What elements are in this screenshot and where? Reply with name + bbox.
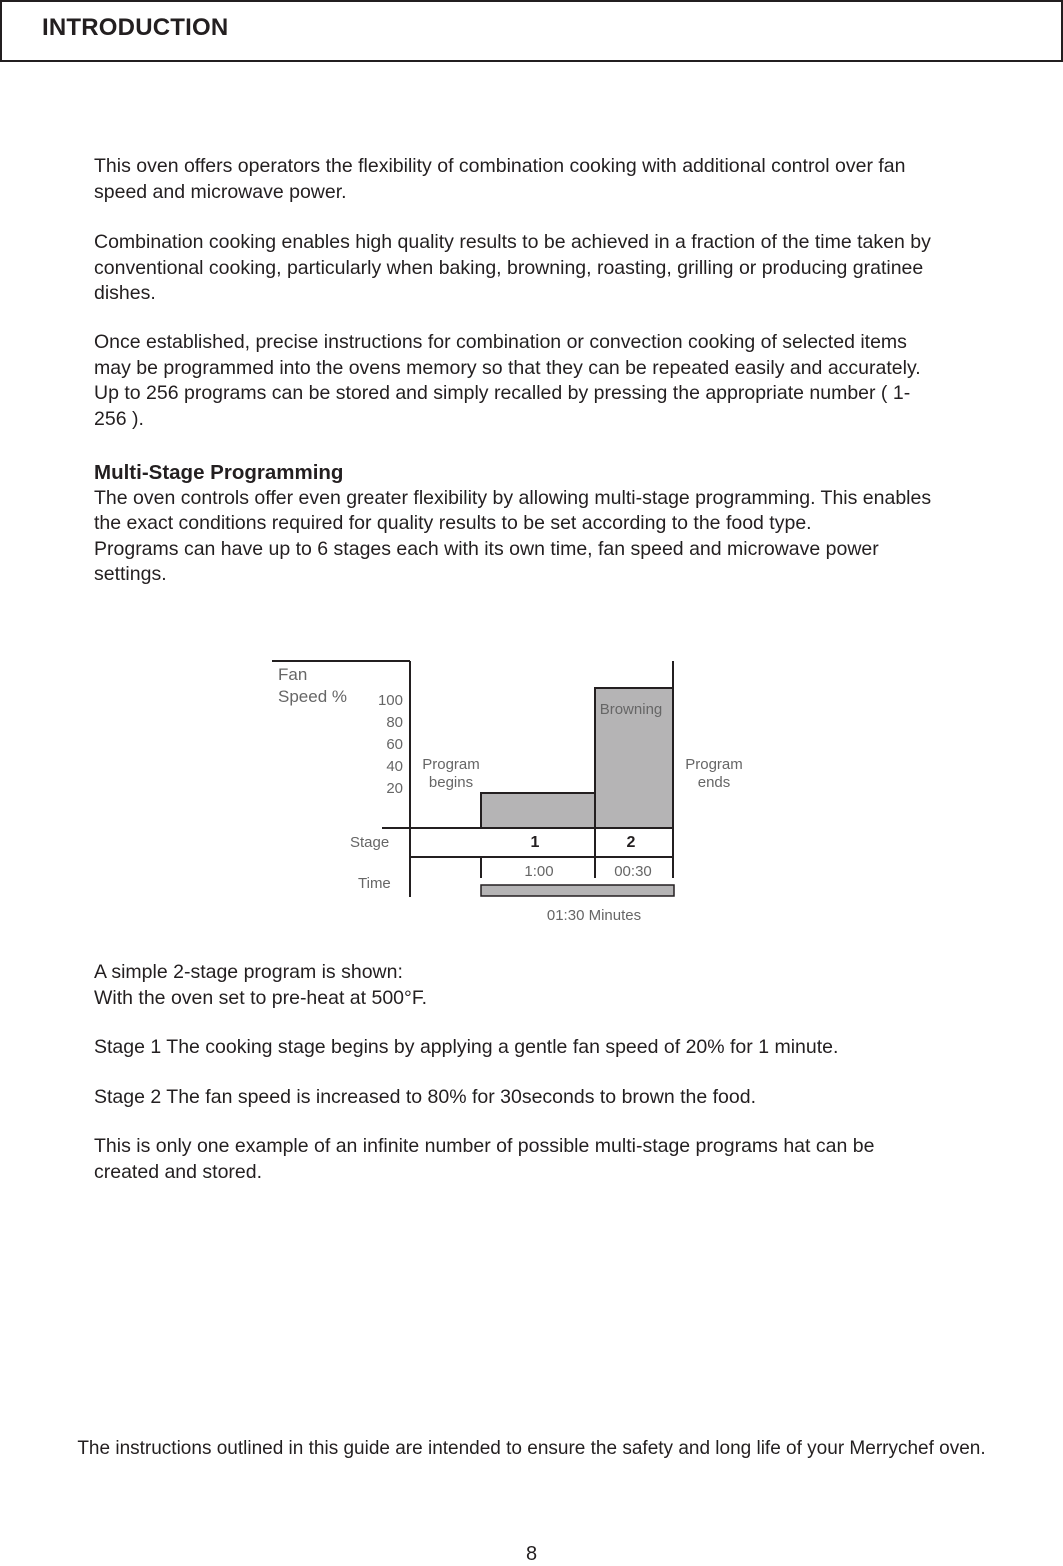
example-stage-2 bbox=[94, 1085, 944, 1111]
example-closing bbox=[94, 1134, 944, 1185]
paragraph-text: Combination cooking enables high quality results to be achieved in a fraction of the time taken by conventional cooking, particularly when baking, browning, roasting, grilling or producing gratinee dishes. bbox=[94, 231, 931, 304]
stage-2-text: Stage 2 The fan speed is increased to 80% for 30seconds to brown the food. bbox=[94, 1086, 756, 1108]
program-begins-label-line1: Program bbox=[422, 756, 480, 773]
stage-label: Stage bbox=[350, 834, 390, 851]
program-ends-label-line2: ends bbox=[697, 774, 731, 791]
y-tick-label: 80 bbox=[386, 714, 403, 731]
example-intro bbox=[94, 960, 944, 1011]
y-tick-label: 100 bbox=[377, 692, 403, 709]
stage-number-label: 2 bbox=[626, 834, 636, 851]
closing-text: This is only one example of an infinite number of possible multi-stage programs hat can be created and stored. bbox=[94, 1135, 875, 1183]
fan-speed-chart-svg bbox=[260, 650, 780, 940]
multistage-paragraph-1: The oven controls offer even greater flexibility by allowing multi-stage programming. This enables the exact conditions required for quality results to be set according to the food type. bbox=[94, 486, 932, 534]
browning-label: Browning bbox=[599, 701, 663, 718]
example-preheat-text: With the oven set to pre-heat at 500°F. bbox=[94, 986, 427, 1009]
section-header bbox=[0, 0, 1063, 62]
intro-paragraph-2 bbox=[94, 230, 944, 307]
y-tick-label: 40 bbox=[386, 758, 403, 775]
intro-paragraph-1 bbox=[94, 154, 944, 205]
total-duration-label: 01:30 Minutes bbox=[546, 907, 642, 924]
stage-1-text: Stage 1 The cooking stage begins by applying a gentle fan speed of 20% for 1 minute. bbox=[94, 1036, 839, 1058]
y-tick-label: 60 bbox=[386, 736, 403, 753]
stage-time-label: 00:30 bbox=[614, 863, 652, 880]
page-number: 8 bbox=[525, 1543, 538, 1565]
section-title: INTRODUCTION bbox=[42, 14, 229, 41]
paragraph-text: This oven offers operators the flexibility of combination cooking with additional control over fan speed and microwave power. bbox=[94, 155, 906, 203]
time-label: Time bbox=[358, 875, 391, 892]
y-tick-label: 20 bbox=[386, 780, 403, 797]
program-begins-label-line2: begins bbox=[428, 774, 474, 791]
stage-number-label: 1 bbox=[530, 834, 540, 851]
stage-1-bar bbox=[481, 793, 595, 828]
program-ends-label-line1: Program bbox=[685, 756, 743, 773]
example-intro-text: A simple 2-stage program is shown: bbox=[94, 961, 403, 983]
total-duration-bar bbox=[481, 885, 674, 896]
stage-time-label: 1:00 bbox=[524, 863, 554, 880]
fan-speed-chart bbox=[260, 650, 780, 940]
multistage-heading: Multi-Stage Programming bbox=[94, 461, 344, 484]
example-stage-1 bbox=[94, 1035, 944, 1061]
intro-paragraph-3 bbox=[94, 330, 944, 432]
paragraph-text: Once established, precise instructions for combination or convection cooking of selected items may be programmed into the ovens memory so that they can be repeated easily and accurately. Up to 256 programs can be stored and simply recalled by pressing the appropriate number ( 1- 256 ). bbox=[94, 331, 921, 430]
y-axis-label-line1: Fan bbox=[278, 665, 308, 684]
multistage-paragraph-2: Programs can have up to 6 stages each with its own time, fan speed and microwave power settings. bbox=[94, 537, 879, 585]
multistage-section bbox=[94, 460, 944, 588]
footer-note: The instructions outlined in this guide are intended to ensure the safety and long life of your Merrychef oven. bbox=[77, 1438, 986, 1459]
y-axis-label-line2: Speed % bbox=[278, 687, 347, 706]
